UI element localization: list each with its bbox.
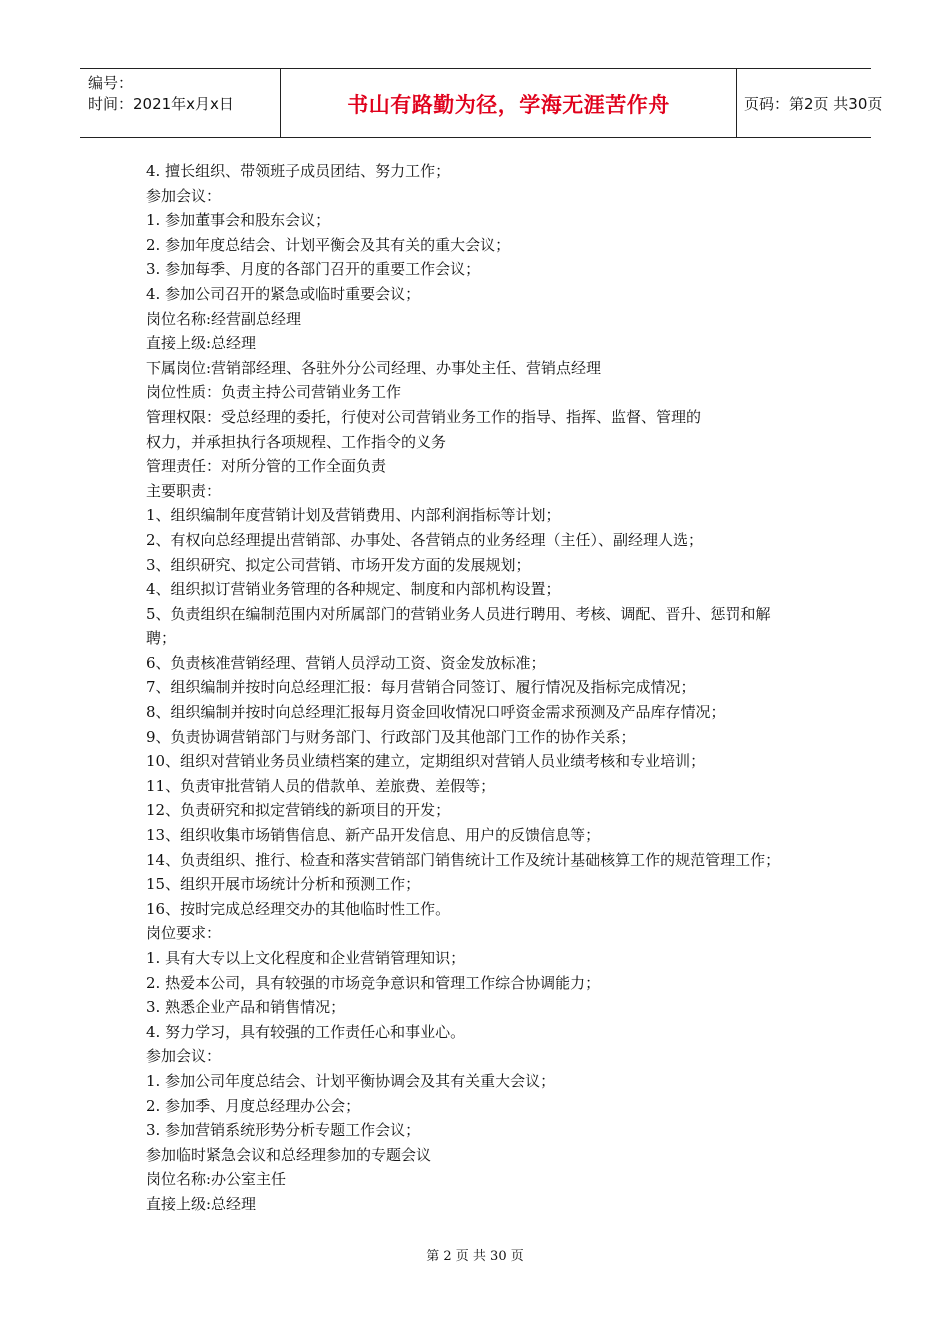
header-motto-cell [280,69,737,137]
text-line: 13、组织收集市场销售信息、新产品开发信息、用户的反馈信息等； [146,826,601,845]
text-line: 1. 参加董事会和股东会议； [146,211,331,230]
date-label: 时间：2021年x月x日 [88,95,234,113]
text-line: 6、负责核准营销经理、营销人员浮动工资、资金发放标准； [146,653,546,672]
text-line: 12、负责研究和拟定营销线的新项目的开发； [146,801,451,820]
text-line: 2、有权向总经理提出营销部、办事处、各营销点的业务经理（主任）、副经理人选； [146,530,704,549]
text-line: 1. 具有大专以上文化程度和企业营销管理知识； [146,949,466,967]
text-line: 直接上级:总经理 [146,334,257,353]
text-line: 岗位要求： [146,924,222,943]
text-line: 3. 参加营销系统形势分析专题工作会议； [146,1121,421,1140]
text-line: 管理责任：对所分管的工作全面负责 [146,457,387,476]
text-line: 聘； [146,629,177,648]
text-line: 2. 热爱本公司，具有较强的市场竞争意识和管理工作综合协调能力； [146,973,601,992]
page-code: 页码：第2页 共30页 [744,95,883,113]
text-line: 3. 参加每季、月度的各部门召开的重要工作会议； [146,260,481,279]
text-line: 4. 擅长组织、带领班子成员团结、努力工作； [146,162,451,180]
text-line: 15、组织开展市场统计分析和预测工作； [146,875,421,894]
page-footer: 第 2 页 共 30 页 [426,1249,524,1264]
text-line: 16、按时完成总经理交办的其他临时性工作。 [146,899,451,918]
text-line: 4. 参加公司召开的紧急或临时重要会议； [146,284,421,303]
text-line: 岗位性质：负责主持公司营销业务工作 [146,383,402,402]
text-line: 4. 努力学习，具有较强的工作责任心和事业心。 [146,1022,466,1041]
text-line: 4、组织拟订营销业务管理的各种规定、制度和内部机构设置； [146,580,561,599]
header-page-cell [736,69,883,137]
text-line: 14、负责组织、推行、检查和落实营销部门销售统计工作及统计基础核算工作的规范管理工作； [146,850,781,869]
text-line: 1. 参加公司年度总结会、计划平衡协调会及其有关重大会议； [146,1071,556,1090]
text-line: 参加临时紧急会议和总经理参加的专题会议 [146,1145,432,1164]
page-header [80,68,883,138]
text-line: 主要职责： [146,481,222,500]
motto-text: 书山有路勤为径，学海无涯苦作舟 [347,93,670,117]
text-line: 2. 参加年度总结会、计划平衡会及其有关的重大会议； [146,235,511,254]
text-line: 权力，并承担执行各项规程、工作指令的义务 [146,432,447,451]
text-line: 7、组织编制并按时向总经理汇报：每月营销合同签订、履行情况及指标完成情况； [146,678,696,697]
text-line: 下属岗位:营销部经理、各驻外分公司经理、办事处主任、营销点经理 [146,358,602,377]
text-line: 3. 熟悉企业产品和销售情况； [146,998,346,1017]
text-line: 2. 参加季、月度总经理办公会； [146,1096,361,1115]
text-line: 3、组织研究、拟定公司营销、市场开发方面的发展规划； [146,555,531,574]
text-line: 5、负责组织在编制范围内对所属部门的营销业务人员进行聘用、考核、调配、晋升、惩罚和解 [146,604,771,623]
document-body [146,159,850,1217]
text-line: 参加会议： [146,1047,222,1066]
text-line: 8、组织编制并按时向总经理汇报每月资金回收情况口呼资金需求预测及产品库存情况； [146,703,726,722]
text-line: 岗位名称:经营副总经理 [146,309,302,328]
number-label: 编号： [88,74,134,92]
text-line: 1、组织编制年度营销计划及营销费用、内部利润指标等计划； [146,506,561,525]
text-line: 11、负责审批营销人员的借款单、差旅费、差假等； [146,776,496,795]
text-line: 10、组织对营销业务员业绩档案的建立，定期组织对营销人员业绩考核和专业培训； [146,752,706,771]
text-line: 参加会议： [146,186,222,205]
text-line: 直接上级:总经理 [146,1194,257,1213]
header-info-cell [80,69,280,137]
text-line: 管理权限：受总经理的委托，行使对公司营销业务工作的指导、指挥、监督、管理的 [146,407,702,426]
text-line: 9、负责协调营销部门与财务部门、行政部门及其他部门工作的协作关系； [146,727,636,746]
text-line: 岗位名称:办公室主任 [146,1170,287,1189]
